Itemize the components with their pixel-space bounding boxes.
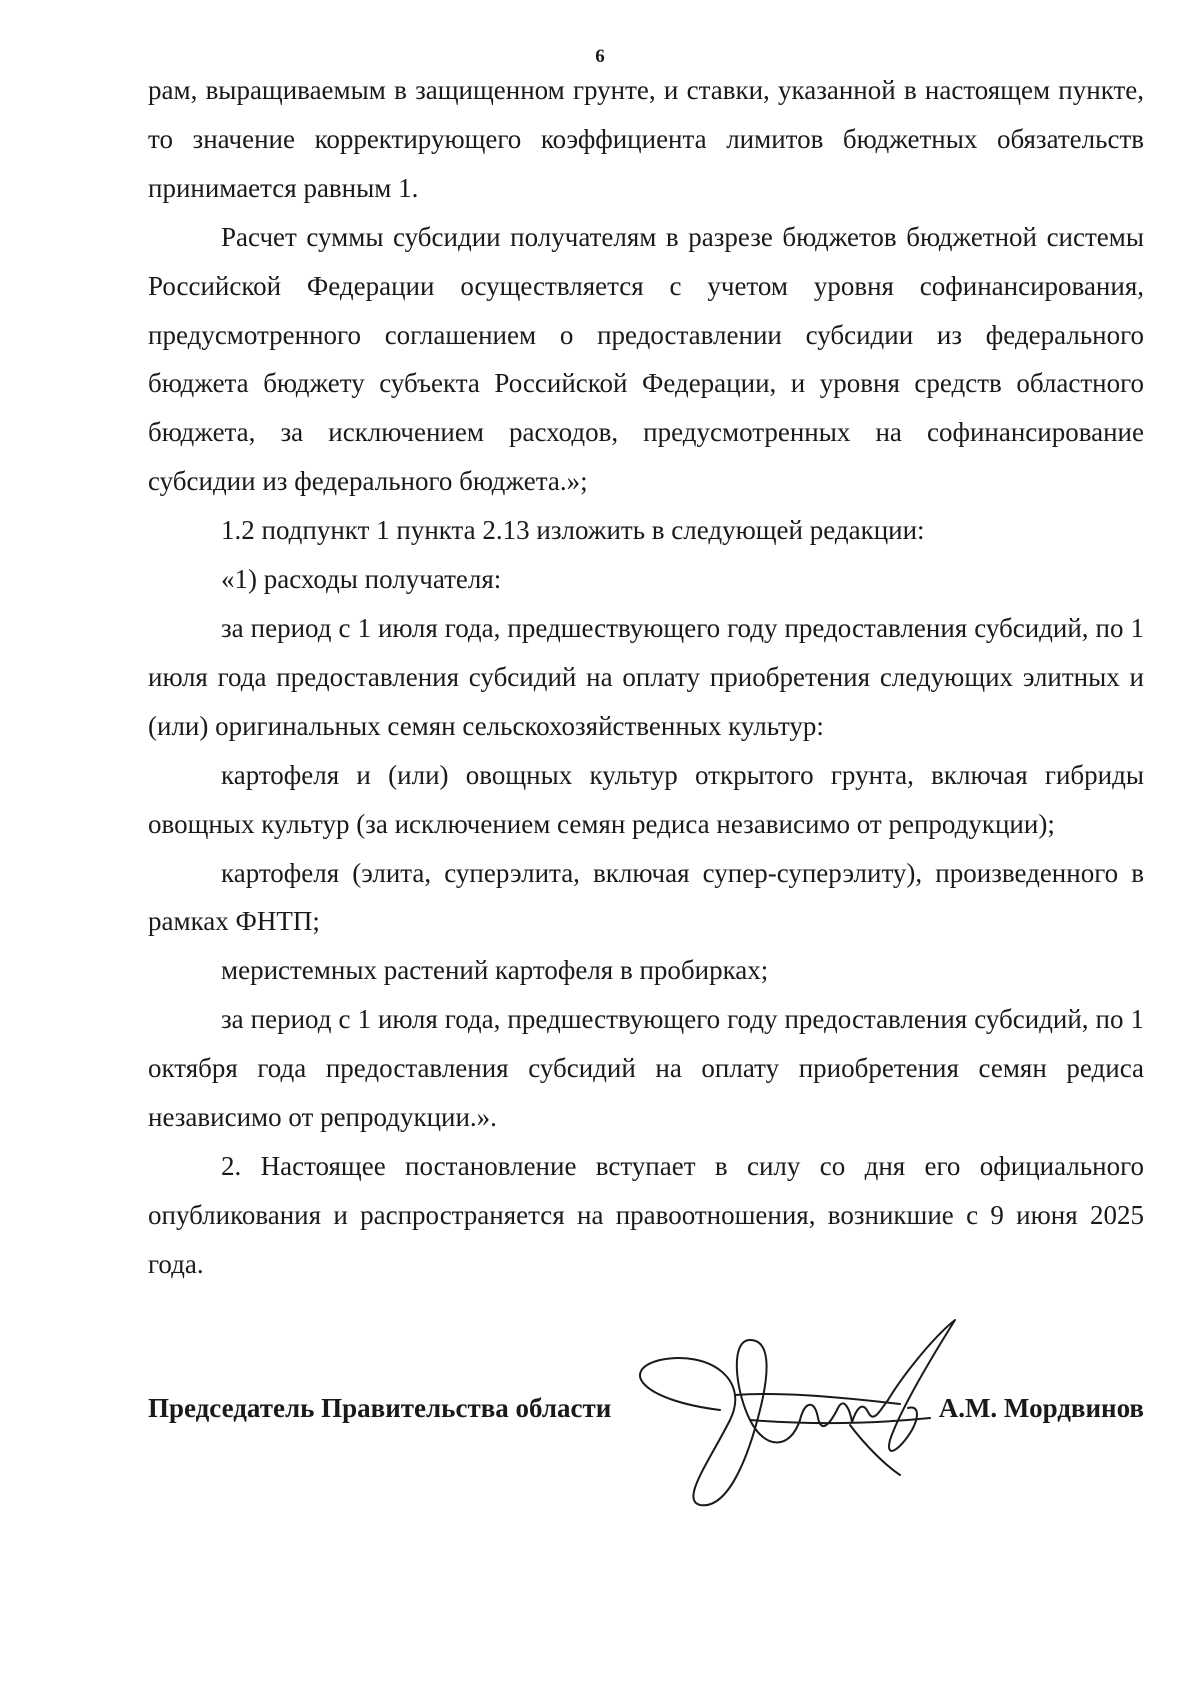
paragraph-amendment-1-2: 1.2 подпункт 1 пункта 2.13 изложить в следующей редакции: (221, 515, 925, 546)
paragraph-period-july: за период с 1 июля года, предшествующего году предоставления субсидий, по 1 июля года предоставления субсидий на оплату приобретения следующих элитных и (или) оригинальных семян сельскохозяйственных культур: (148, 612, 1144, 741)
signatory-title: Председатель Правительства области (148, 1393, 612, 1423)
signature-block (148, 1393, 1144, 1433)
paragraph-subsidy-calculation: Расчет суммы субсидии получателям в разрезе бюджетов бюджетной системы Российской Федерации осуществляется с учетом уровня софинансирования, предусмотренного соглашением о предоставлении субсидии из федерального бюджета бюджету субъекта Российской Федерации, и уровня средств областного бюджета, за исключением расходов, предусмотренных на софинансирование субсидии из федерального бюджета.»; (148, 221, 1144, 497)
signatory-name: А.М. Мордвинов (938, 1393, 1144, 1423)
document-body (148, 66, 1144, 1289)
paragraph-potato-elite: картофеля (элита, суперэлита, включая супер-суперэлиту), произведенного в рамках ФНТП; (148, 857, 1144, 937)
paragraph-meristem: меристемных растений картофеля в пробирках; (221, 955, 769, 986)
paragraph-period-october: за период с 1 июля года, предшествующего году предоставления субсидий, по 1 октября года предоставления субсидий на оплату приобретения семян редиса независимо от репродукции.». (148, 1004, 1144, 1133)
paragraph-expenses-heading: «1) расходы получателя: (221, 564, 502, 595)
paragraph-effective-date: 2. Настоящее постановление вступает в силу со дня его официального опубликования и распространяется на правоотношения, возникшие с 9 июня 2025 года. (148, 1150, 1144, 1279)
paragraph-potato-vegetables: картофеля и (или) овощных культур открытого грунта, включая гибриды овощных культур (за исключением семян редиса независимо от репродукции); (148, 759, 1144, 839)
page-number: 6 (595, 46, 605, 67)
paragraph-continuation: рам, выращиваемым в защищенном грунте, и ставки, указанной в настоящем пункте, то значение корректирующего коэффициента лимитов бюджетных обязательств принимается равным 1. (148, 75, 1144, 203)
